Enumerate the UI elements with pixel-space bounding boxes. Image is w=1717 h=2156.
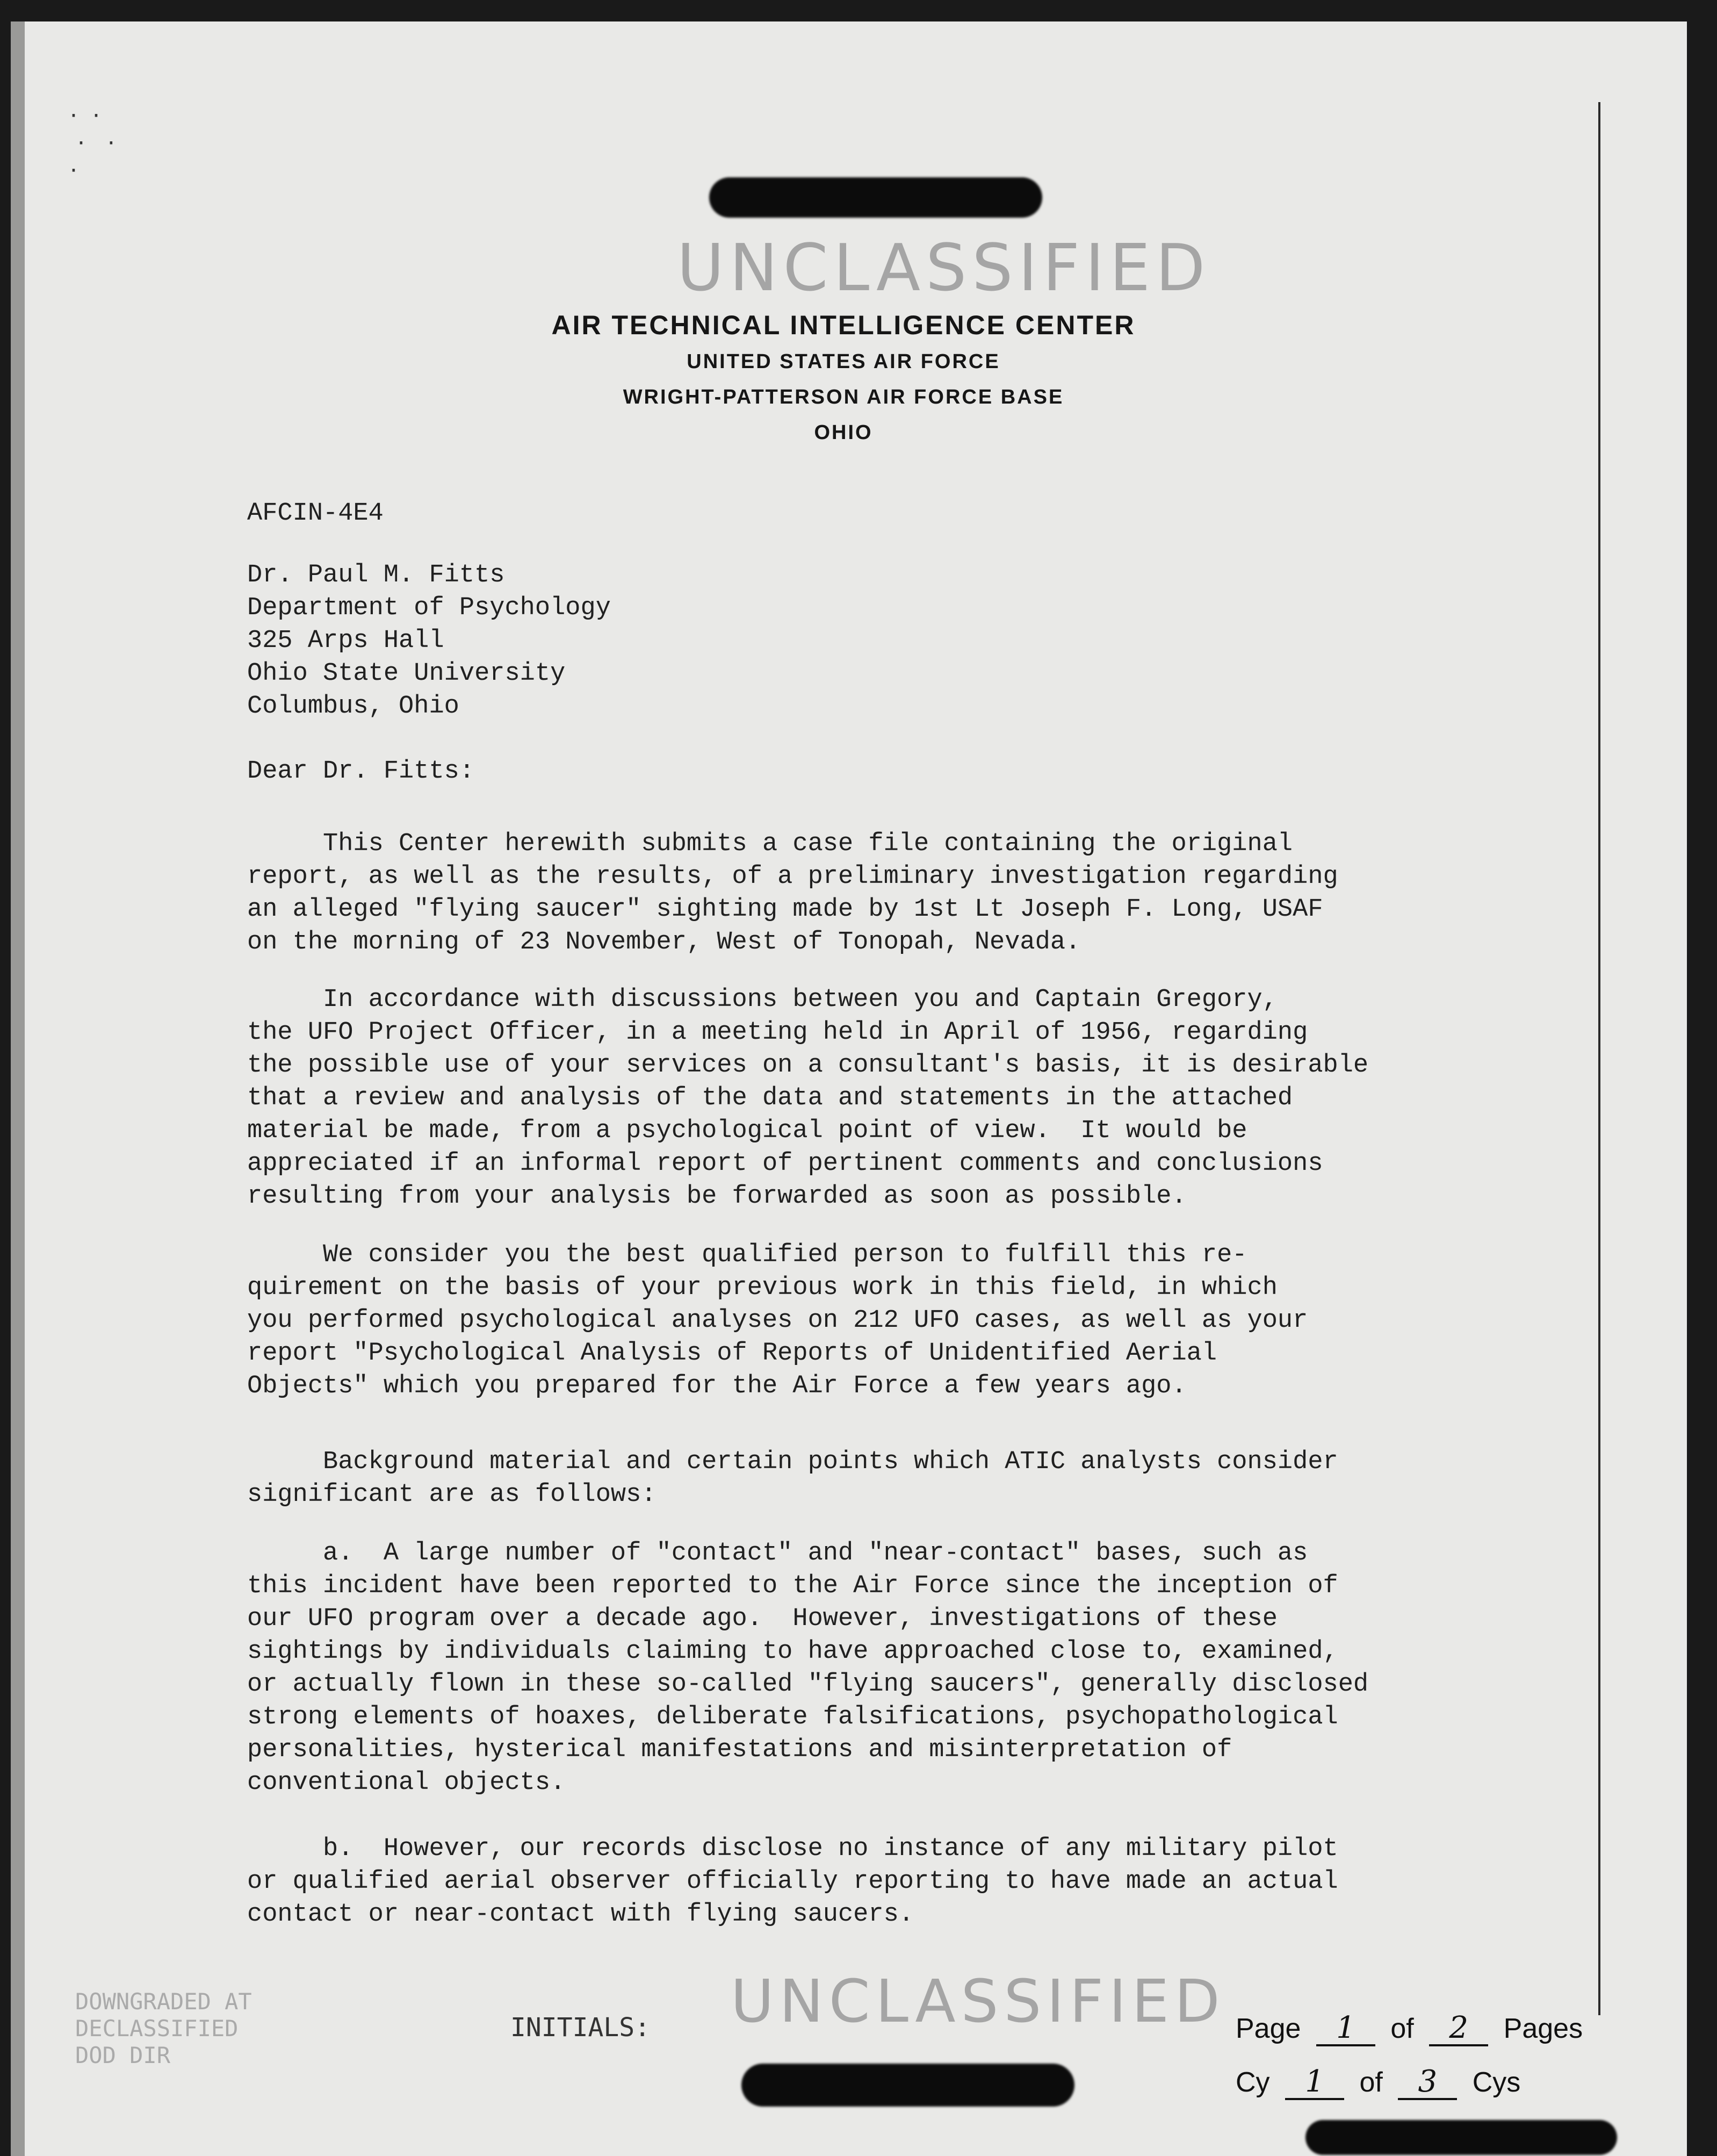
paragraph-request: In accordance with discussions between you and Captain Gregory, the UFO Project Officer, in a meeting held in April of 1956, regarding the possible use of your services on a consultant's basis, it is desirable that a review and analysis of the data and statements in the attached material be made, from a psychological point of view. It would be appreciated if an informal report of pertinent comments and conclusions resulting from your analysis be forwarded as soon as possible.: [247, 986, 1369, 1211]
scan-edge: [11, 21, 25, 2156]
copy-number: 1: [1285, 2066, 1344, 2100]
page-copy-count: [1236, 2002, 1583, 2109]
letterhead-state: OHIO: [814, 421, 873, 444]
recipient-address: [247, 559, 611, 723]
paper-specks: · · · · ·: [70, 102, 115, 184]
page-label: Page: [1236, 2013, 1301, 2044]
document-page: [11, 21, 1687, 2156]
copy-label: Cy: [1236, 2067, 1270, 2098]
salutation: Dear Dr. Fitts:: [247, 757, 475, 786]
paragraph-background: Background material and certain points which ATIC analysts consider significant are as follows:: [247, 1448, 1338, 1509]
downgrade-stamp: DOWNGRADED AT DECLASSIFIED DOD DIR: [75, 1988, 252, 2068]
unclassified-stamp-bottom: UNCLASSIFIED: [731, 1967, 1225, 2036]
address-line: Columbus, Ohio: [247, 692, 459, 721]
paragraph-item-b: b. However, our records disclose no instance of any military pilot or qualified aerial observer officially reporting to have made an actual contact or near-contact with flying saucers.: [247, 1835, 1338, 1929]
copy-of-label: of: [1359, 2067, 1383, 2098]
letterhead-base: WRIGHT-PATTERSON AIR FORCE BASE: [623, 386, 1064, 408]
letterhead-agency: AIR TECHNICAL INTELLIGENCE CENTER: [551, 310, 1136, 340]
paragraph-intro: This Center herewith submits a case file containing the original report, as well as the results, of a preliminary investigation regarding an alleged "flying saucer" sighting made by 1st Lt Joseph F. Long, USAF on the morning of 23 November, West of Tonopah, Nevada.: [247, 830, 1338, 957]
initials-label: INITIALS:: [510, 2013, 651, 2043]
page-total: 2: [1429, 2012, 1488, 2046]
address-line: 325 Arps Hall: [247, 627, 444, 655]
fold-line: [1598, 102, 1600, 2015]
page-number: 1: [1316, 2012, 1375, 2046]
copy-count-line: [1236, 2056, 1583, 2109]
copies-label: Cys: [1472, 2067, 1521, 2098]
paragraph-qualification: We consider you the best qualified person to fulfill this re- quirement on the basis of your previous work in this field, in which you performed psychological analyses on 212 UFO cases, as well as your report "Psychological Analysis of Reports of Unidentified Aerial Objects" which you prepared for the Air Force a few years ago.: [247, 1241, 1308, 1400]
address-line: Dr. Paul M. Fitts: [247, 561, 505, 590]
address-line: Department of Psychology: [247, 594, 611, 622]
unclassified-stamp-top: UNCLASSIFIED: [677, 231, 1211, 306]
letterhead: [548, 306, 1139, 450]
office-symbol: AFCIN-4E4: [247, 499, 384, 528]
paragraph-item-a: a. A large number of "contact" and "near-contact" bases, such as this incident have been reported to the Air Force since the inception of our UFO program over a decade ago. However, investigations of these sightings by individuals claiming to have approached close to, examined, or actually flown in these so-called "flying saucers", generally disclosed strong elements of hoaxes, deliberate falsifications, psychopathological personalities, hysterical manifestations and misinterpretation of conventional objects.: [247, 1539, 1369, 1797]
pages-label: Pages: [1503, 2013, 1583, 2044]
letterhead-service: UNITED STATES AIR FORCE: [687, 350, 1000, 373]
copy-total: 3: [1398, 2066, 1457, 2100]
bottom-redaction-bar: [741, 2064, 1074, 2107]
top-redaction-bar: [709, 177, 1042, 218]
page-of-label: of: [1390, 2013, 1414, 2044]
address-line: Ohio State University: [247, 659, 566, 688]
corner-redaction-bar: [1305, 2120, 1617, 2155]
page-count-line: [1236, 2002, 1583, 2056]
